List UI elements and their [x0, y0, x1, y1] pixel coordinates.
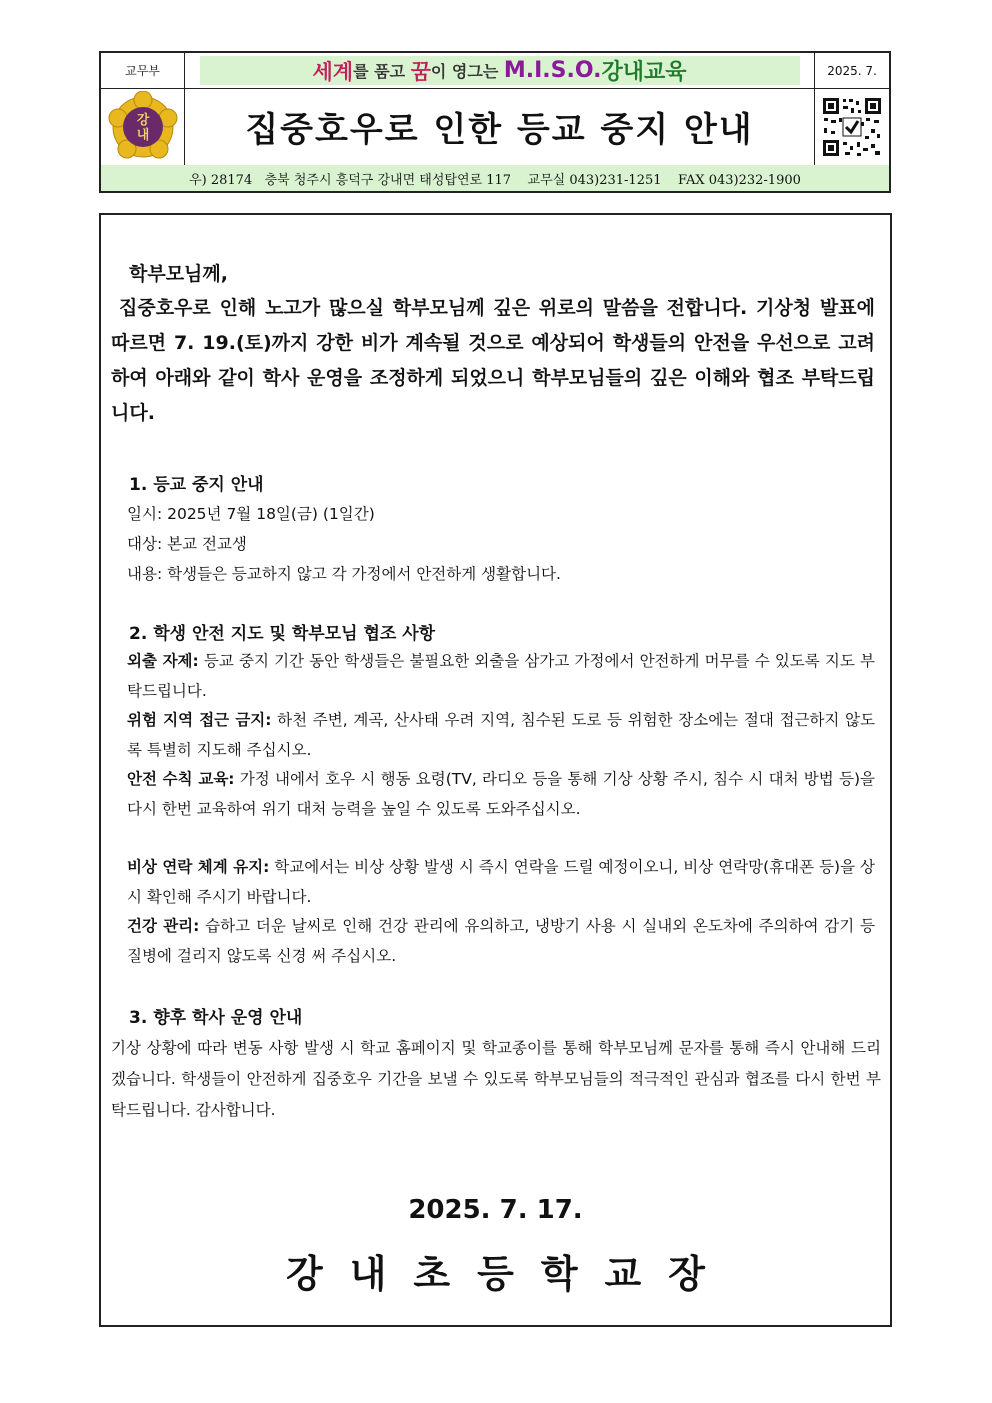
school-address: 우) 28174 충북 청주시 흥덕구 강내면 태성탑연로 117 교무실 043)231-1251 FAX 043)232-1900	[101, 165, 889, 191]
letterhead-top-row	[101, 53, 889, 89]
emblem-text-2: 내	[136, 127, 149, 143]
section2-title: 2. 학생 안전 지도 및 학부모님 협조 사항	[129, 624, 436, 644]
emblem-text-1: 강	[136, 112, 149, 128]
slogan-part6: 강내교육	[601, 60, 687, 85]
school-emblem	[101, 88, 185, 165]
guideline-label: 안전 수칙 교육:	[127, 770, 235, 788]
slogan-banner	[200, 56, 800, 85]
section1-line-target: 대상: 본교 전교생	[127, 535, 247, 553]
guideline-item	[127, 853, 875, 912]
guideline-label: 외출 자제:	[127, 652, 199, 670]
slogan-part3: 꿈	[410, 59, 431, 84]
qr-code[interactable]	[815, 88, 889, 165]
slogan-part4: 이 영그는	[430, 62, 504, 81]
principal-signature: 강내초등학교장	[286, 1252, 732, 1296]
section3-title: 3. 향후 학사 운영 안내	[129, 1008, 303, 1028]
guideline-text: 등교 중지 기간 동안 학생들은 불필요한 외출을 삼가고 가정에서 안전하게 머무를 수 있도록 지도 부탁드립니다.	[127, 652, 875, 700]
greeting: 학부모님께,	[129, 263, 228, 285]
guideline-text: 습하고 더운 날씨로 인해 건강 관리에 유의하고, 냉방기 사용 시 실내외 온도차에 주의하여 감기 등 질병에 걸리지 않도록 신경 써 주십시오.	[127, 917, 875, 965]
intro-paragraph: 집중호우로 인해 노고가 많으실 학부모님께 깊은 위로의 말씀을 전합니다. 기상청 발표에 따르면 7. 19.(토)까지 강한 비가 계속될 것으로 예상되어 학생들의 안전을 우선으로 고려하여 아래와 같이 학사 운영을 조정하게 되었으니 학부모님들의 깊은 이해와 협조 부탁드립니다.	[111, 297, 875, 424]
letterhead	[99, 51, 891, 193]
guideline-label: 건강 관리:	[127, 917, 200, 935]
section1-line-content: 내용: 학생들은 등교하지 않고 각 가정에서 안전하게 생활합니다.	[127, 565, 561, 583]
document-title: 집중호우로 인한 등교 중지 안내	[185, 88, 815, 165]
guideline-item	[127, 706, 875, 765]
guideline-text: 학교에서는 비상 상황 발생 시 즉시 연락을 드릴 예정이오니, 비상 연락망(휴대폰 등)을 상시 확인해 주시기 바랍니다.	[127, 858, 876, 906]
guideline-item	[127, 647, 875, 706]
guideline-text: 하천 주변, 계곡, 산사태 우려 지역, 침수된 도로 등 위험한 장소에는 절대 접근하지 않도록 특별히 지도해 주십시오.	[127, 711, 876, 759]
school-emblem-icon	[106, 91, 180, 163]
section1-line-date: 일시: 2025년 7월 18일(금) (1일간)	[127, 505, 375, 523]
slogan-cell	[185, 53, 815, 88]
slogan-part5: M.I.S.O.	[503, 58, 602, 83]
slogan-part1: 세계	[312, 59, 354, 84]
section3-paragraph: 기상 상황에 따라 변동 사항 발생 시 학교 홈페이지 및 학교종이를 통해 학부모님께 문자를 통해 즉시 안내해 드리겠습니다. 학생들이 안전하게 집중호우 기간을 보낼 수 있도록 학부모님들의 적극적인 관심과 협조를 다시 한번 부탁드립니다. 감사합니다.	[111, 1039, 881, 1119]
letterhead-title-row	[101, 88, 889, 166]
letterhead-address-row	[101, 165, 889, 191]
slogan-part2: 를 품고	[353, 62, 411, 81]
guideline-item	[127, 912, 875, 971]
qr-code-icon	[821, 96, 883, 158]
guideline-label: 위험 지역 접근 금지:	[127, 711, 272, 729]
department-label: 교무부	[101, 53, 185, 88]
issue-date: 2025. 7.	[827, 63, 877, 78]
guideline-item	[127, 765, 875, 824]
guideline-text: 가정 내에서 호우 시 행동 요령(TV, 라디오 등을 통해 기상 상황 주시, 침수 시 대처 방법 등)을 다시 한번 교육하여 위기 대처 능력을 높일 수 있도록 도와주십시오.	[127, 770, 875, 818]
section1-title: 1. 등교 중지 안내	[129, 475, 264, 495]
guideline-label: 비상 연락 체계 유지:	[127, 858, 270, 876]
letter-date: 2025. 7. 17.	[408, 1195, 583, 1225]
letter-body	[99, 213, 892, 1327]
